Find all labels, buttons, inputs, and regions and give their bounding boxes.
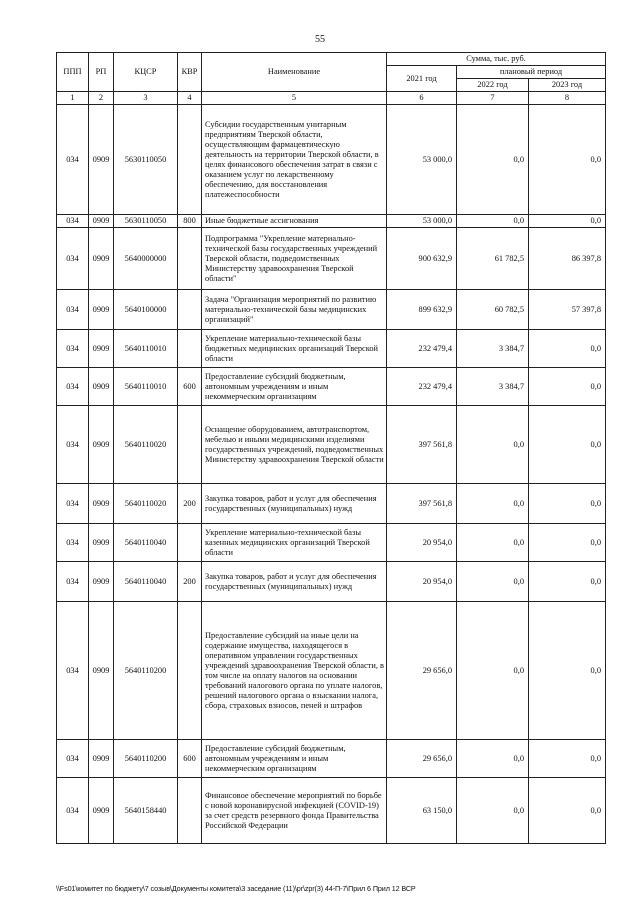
cell-kcsr: 5640100000: [114, 290, 178, 330]
table-row: [57, 562, 606, 602]
cell-name: Подпрограмма "Укрепление материально-технической базы государственных учреждений Тверской области, подведомственных Министерству здравоохранения Тверской области": [202, 228, 387, 290]
table-row: [57, 215, 606, 228]
cell-amount-2022: 0,0: [457, 524, 529, 562]
cell-amount-2023: 0,0: [529, 740, 606, 778]
cell-amount-2022: 0,0: [457, 484, 529, 524]
column-number: 6: [387, 92, 457, 105]
cell-amount-2023: 0,0: [529, 484, 606, 524]
cell-amount-2022: 3 384,7: [457, 330, 529, 368]
cell-rp: 0909: [89, 406, 114, 484]
column-number: 8: [529, 92, 606, 105]
cell-rp: 0909: [89, 778, 114, 844]
cell-ppp: 034: [57, 368, 89, 406]
cell-rp: 0909: [89, 562, 114, 602]
file-path-footer: \\Fs01\комитет по бюджету\7 созыв\Документы комитета\3 заседание (11)\pr\zpr(3) 44-П-7\Прил 6 Прил 12 ВСР: [56, 884, 416, 893]
cell-rp: 0909: [89, 602, 114, 740]
cell-name: Иные бюджетные ассигнования: [202, 215, 387, 228]
cell-kvr: [178, 290, 202, 330]
cell-amount-2023: 86 397,8: [529, 228, 606, 290]
cell-kcsr: 5640110200: [114, 602, 178, 740]
cell-amount-2021: 53 000,0: [387, 105, 457, 215]
table-row: [57, 290, 606, 330]
table-row: [57, 740, 606, 778]
header-ppp: ППП: [57, 53, 89, 92]
cell-kvr: [178, 602, 202, 740]
cell-amount-2021: 29 656,0: [387, 602, 457, 740]
cell-kcsr: 5630110050: [114, 105, 178, 215]
cell-amount-2023: 57 397,8: [529, 290, 606, 330]
cell-amount-2021: 53 000,0: [387, 215, 457, 228]
cell-amount-2021: 900 632,9: [387, 228, 457, 290]
cell-ppp: 034: [57, 330, 89, 368]
cell-name: Укрепление материально-технической базы казенных медицинских организаций Тверской области: [202, 524, 387, 562]
cell-kcsr: 5640110200: [114, 740, 178, 778]
cell-rp: 0909: [89, 524, 114, 562]
cell-amount-2021: 232 479,4: [387, 368, 457, 406]
cell-kvr: [178, 330, 202, 368]
cell-rp: 0909: [89, 368, 114, 406]
cell-name: Оснащение оборудованием, автотранспортом, мебелью и иными медицинскими изделиями государственных учреждений, подведомственных Министерству здравоохранения Тверской области: [202, 406, 387, 484]
cell-amount-2022: 0,0: [457, 778, 529, 844]
cell-name: Финансовое обеспечение мероприятий по борьбе с новой коронавирусной инфекцией (COVID-19) за счет средств резервного фонда Правительства Российской Федерации: [202, 778, 387, 844]
cell-amount-2022: 3 384,7: [457, 368, 529, 406]
cell-amount-2021: 63 150,0: [387, 778, 457, 844]
cell-rp: 0909: [89, 215, 114, 228]
header-year-2023: 2023 год: [529, 79, 606, 92]
cell-kcsr: 5630110050: [114, 215, 178, 228]
column-number-row: [57, 92, 606, 105]
cell-rp: 0909: [89, 105, 114, 215]
cell-amount-2021: 20 954,0: [387, 562, 457, 602]
cell-amount-2022: 0,0: [457, 602, 529, 740]
budget-table: [56, 52, 606, 844]
cell-ppp: 034: [57, 602, 89, 740]
table-row: [57, 330, 606, 368]
cell-amount-2023: 0,0: [529, 524, 606, 562]
cell-kvr: 200: [178, 484, 202, 524]
cell-name: Предоставление субсидий на иные цели на содержание имущества, находящегося в оперативном управлении государственных учреждений здравоохранения Тверской области, в том числе на оплату налогов на основании требований налогового органа по уплате налогов, решений налогового органа о взыскании налога, сбора, страховых взносов, пеней и штрафов: [202, 602, 387, 740]
cell-amount-2023: 0,0: [529, 105, 606, 215]
page-number: 55: [315, 34, 325, 45]
table-row: [57, 228, 606, 290]
cell-kcsr: 5640110040: [114, 524, 178, 562]
cell-kcsr: 5640110020: [114, 406, 178, 484]
column-number: 3: [114, 92, 178, 105]
cell-amount-2021: 397 561,8: [387, 406, 457, 484]
cell-kcsr: 5640110040: [114, 562, 178, 602]
header-planned-period: плановый период: [457, 66, 606, 79]
cell-kcsr: 5640158440: [114, 778, 178, 844]
cell-name: Закупка товаров, работ и услуг для обеспечения государственных (муниципальных) нужд: [202, 484, 387, 524]
cell-kvr: 600: [178, 740, 202, 778]
cell-amount-2023: 0,0: [529, 406, 606, 484]
cell-kcsr: 5640000000: [114, 228, 178, 290]
cell-name: Укрепление материально-технической базы бюджетных медицинских организаций Тверской области: [202, 330, 387, 368]
cell-name: Закупка товаров, работ и услуг для обеспечения государственных (муниципальных) нужд: [202, 562, 387, 602]
cell-amount-2021: 899 632,9: [387, 290, 457, 330]
cell-amount-2022: 61 782,5: [457, 228, 529, 290]
cell-kcsr: 5640110020: [114, 484, 178, 524]
table-row: [57, 524, 606, 562]
cell-ppp: 034: [57, 778, 89, 844]
cell-name: Предоставление субсидий бюджетным, автономным учреждениям и иным некоммерческим организациям: [202, 740, 387, 778]
cell-amount-2022: 0,0: [457, 406, 529, 484]
column-number: 2: [89, 92, 114, 105]
table-row: [57, 484, 606, 524]
cell-amount-2023: 0,0: [529, 330, 606, 368]
cell-kvr: [178, 778, 202, 844]
header-year-2021: 2021 год: [387, 66, 457, 92]
cell-amount-2023: 0,0: [529, 368, 606, 406]
header-kcsr: КЦСР: [114, 53, 178, 92]
cell-kvr: 600: [178, 368, 202, 406]
cell-kvr: [178, 524, 202, 562]
cell-amount-2022: 0,0: [457, 740, 529, 778]
cell-amount-2022: 60 782,5: [457, 290, 529, 330]
cell-kcsr: 5640110010: [114, 330, 178, 368]
cell-kvr: 800: [178, 215, 202, 228]
column-number: 1: [57, 92, 89, 105]
table-row: [57, 406, 606, 484]
cell-amount-2022: 0,0: [457, 215, 529, 228]
cell-kvr: [178, 105, 202, 215]
cell-amount-2023: 0,0: [529, 602, 606, 740]
column-number: 4: [178, 92, 202, 105]
cell-ppp: 034: [57, 105, 89, 215]
cell-amount-2021: 29 656,0: [387, 740, 457, 778]
cell-name: Субсидии государственным унитарным предприятиям Тверской области, осуществляющим фармацевтическую деятельность на территории Тверской области, в целях финансового обеспечения затрат в связи с оказанием услуг по лекарственному обеспечению, для восстановления платежеспособности: [202, 105, 387, 215]
cell-name: Предоставление субсидий бюджетным, автономным учреждениям и иным некоммерческим организациям: [202, 368, 387, 406]
table-row: [57, 602, 606, 740]
cell-rp: 0909: [89, 330, 114, 368]
cell-amount-2021: 20 954,0: [387, 524, 457, 562]
cell-rp: 0909: [89, 740, 114, 778]
cell-rp: 0909: [89, 484, 114, 524]
cell-ppp: 034: [57, 524, 89, 562]
cell-ppp: 034: [57, 562, 89, 602]
cell-ppp: 034: [57, 740, 89, 778]
header-kvr: КВР: [178, 53, 202, 92]
table-row: [57, 368, 606, 406]
header-name: Наименование: [202, 53, 387, 92]
header-sum: Сумма, тыс. руб.: [387, 53, 606, 66]
cell-kvr: 200: [178, 562, 202, 602]
column-number: 7: [457, 92, 529, 105]
cell-ppp: 034: [57, 406, 89, 484]
table-row: [57, 778, 606, 844]
table-body: [57, 105, 606, 844]
cell-amount-2021: 232 479,4: [387, 330, 457, 368]
cell-ppp: 034: [57, 228, 89, 290]
cell-amount-2023: 0,0: [529, 215, 606, 228]
cell-ppp: 034: [57, 484, 89, 524]
cell-amount-2023: 0,0: [529, 778, 606, 844]
cell-kcsr: 5640110010: [114, 368, 178, 406]
cell-name: Задача "Организация мероприятий по развитию материально-технической базы медицинских организаций": [202, 290, 387, 330]
cell-amount-2022: 0,0: [457, 562, 529, 602]
table-row: [57, 105, 606, 215]
cell-amount-2022: 0,0: [457, 105, 529, 215]
cell-rp: 0909: [89, 290, 114, 330]
cell-amount-2021: 397 561,8: [387, 484, 457, 524]
cell-kvr: [178, 228, 202, 290]
header-rp: РП: [89, 53, 114, 92]
cell-ppp: 034: [57, 215, 89, 228]
table-header: [57, 53, 606, 105]
cell-ppp: 034: [57, 290, 89, 330]
header-year-2022: 2022 год: [457, 79, 529, 92]
cell-rp: 0909: [89, 228, 114, 290]
column-number: 5: [202, 92, 387, 105]
cell-amount-2023: 0,0: [529, 562, 606, 602]
cell-kvr: [178, 406, 202, 484]
